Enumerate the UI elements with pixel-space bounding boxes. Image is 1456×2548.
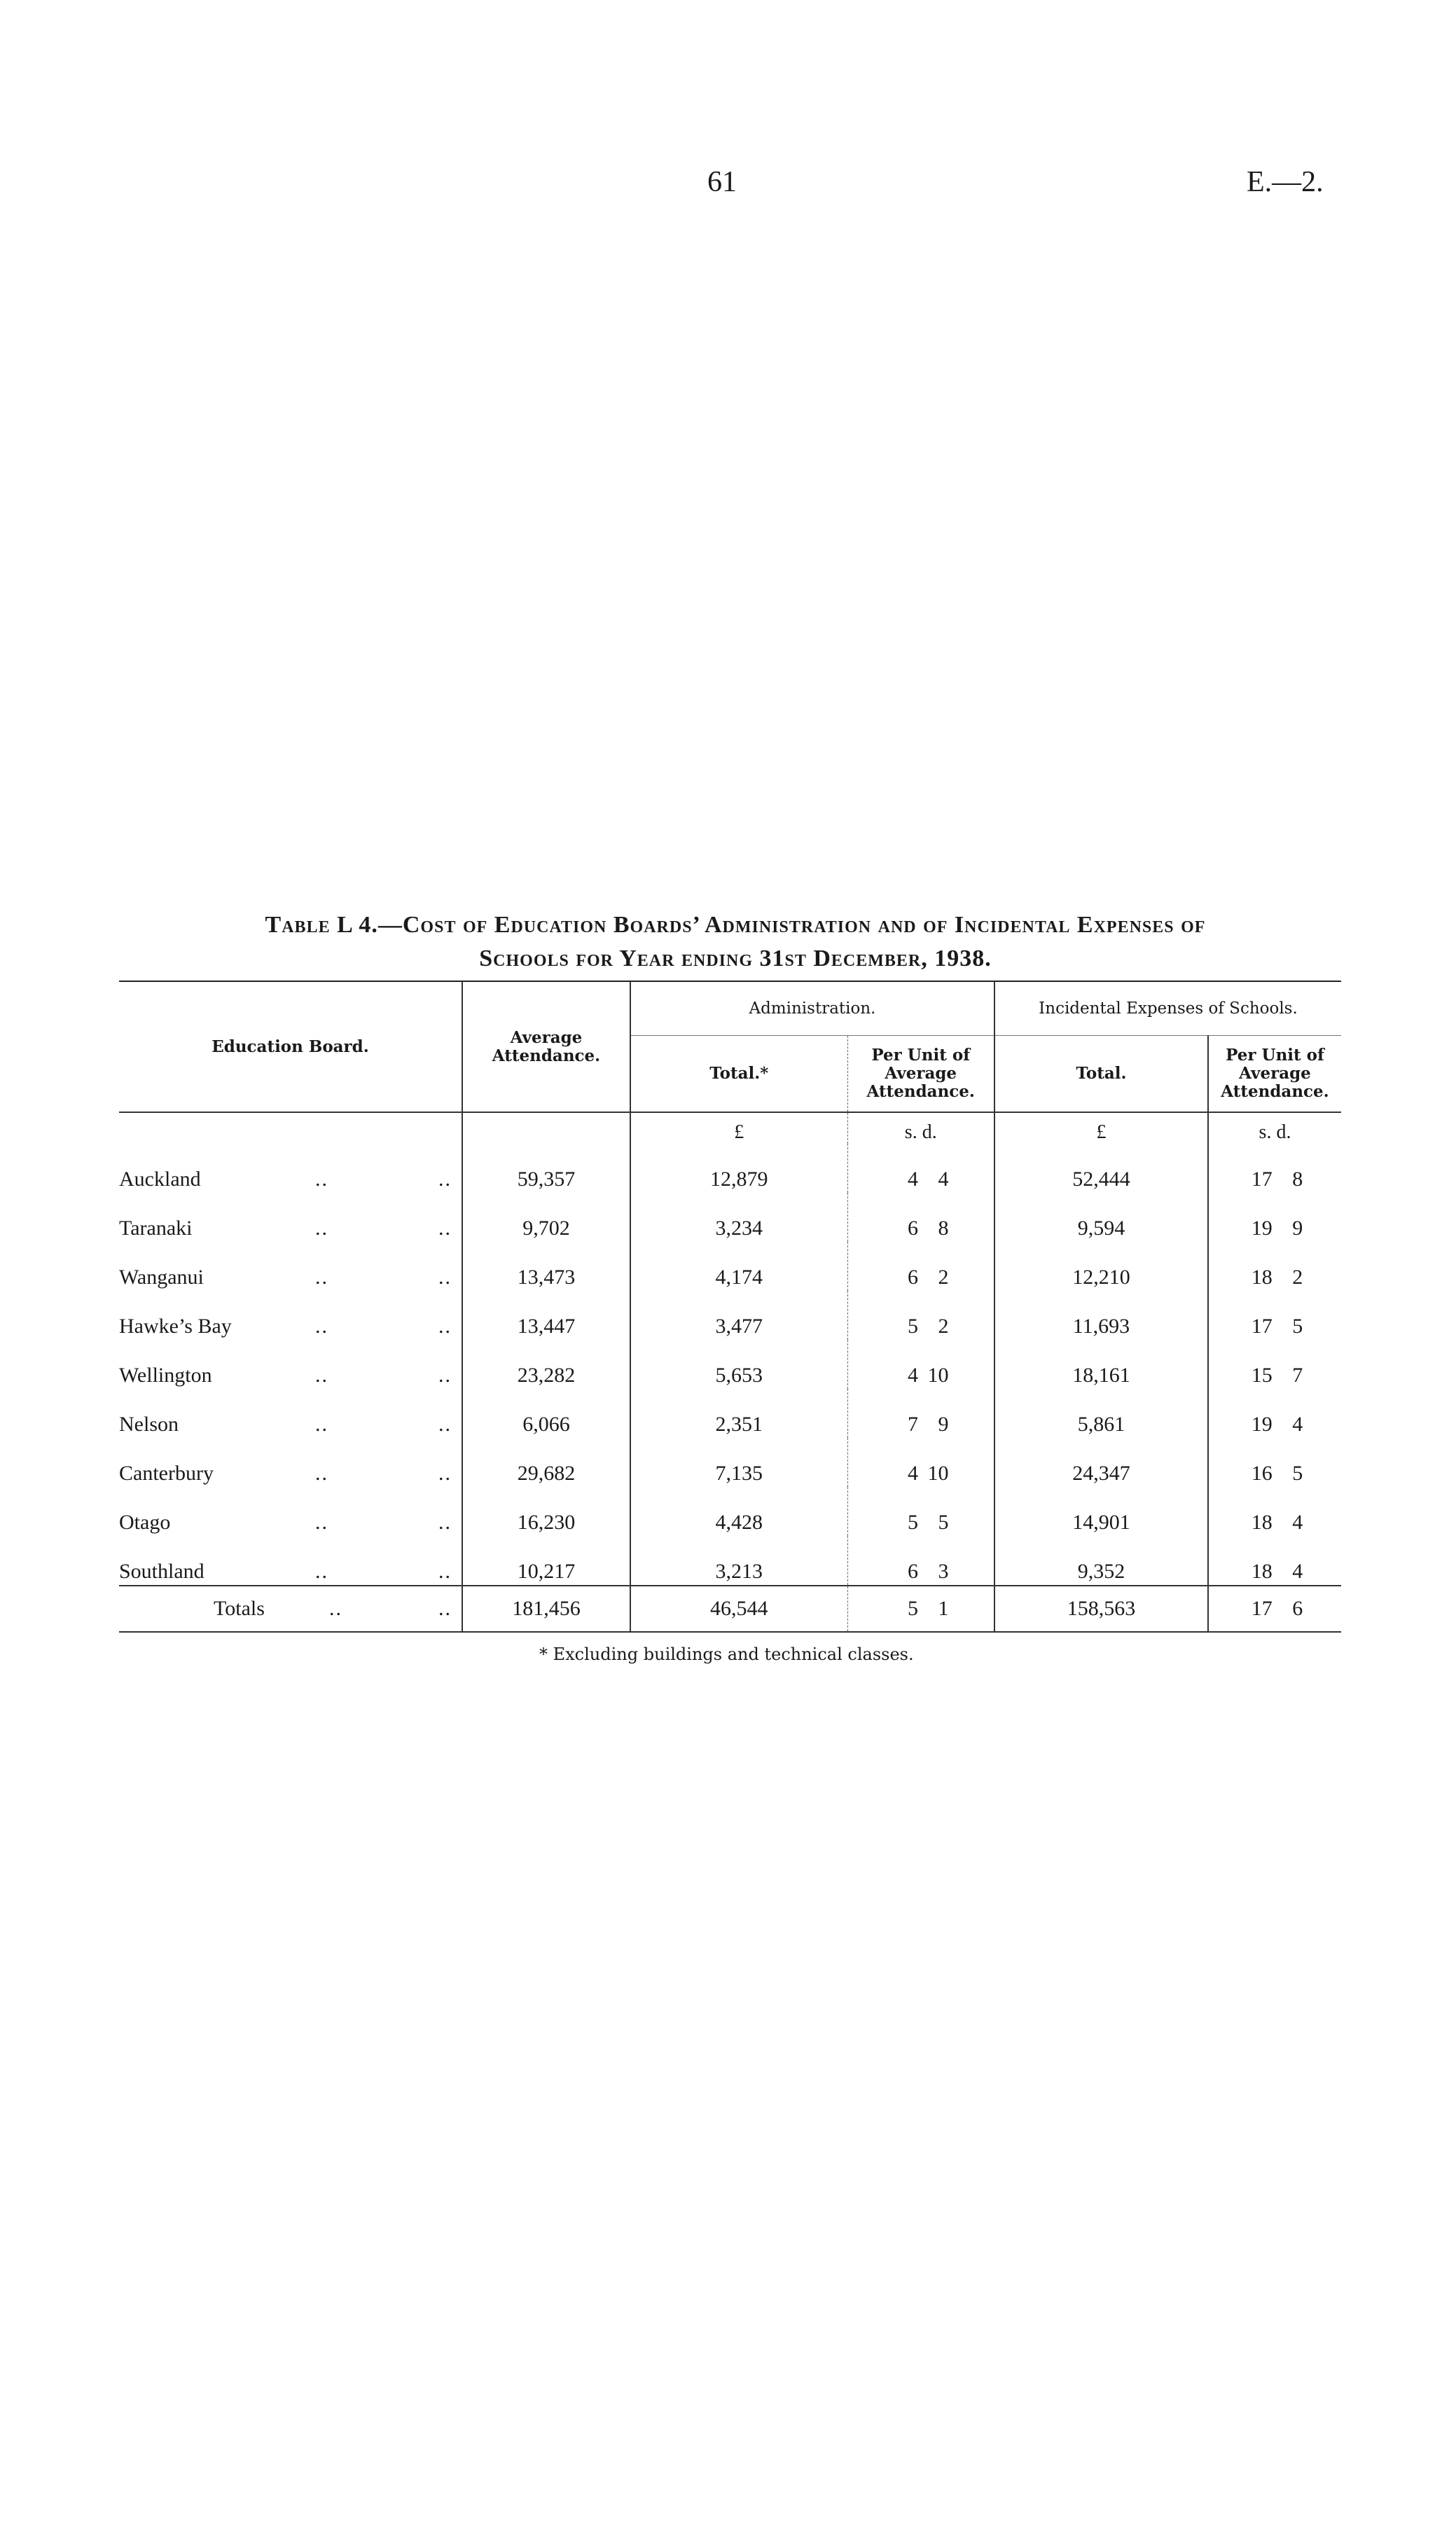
board-name: Taranaki xyxy=(119,1217,193,1240)
admin-per-unit-value xyxy=(847,1144,994,1193)
leader-dots: .. xyxy=(438,1560,452,1583)
leader-dots: .. xyxy=(315,1511,328,1534)
admin-shillings: 7 xyxy=(908,1413,918,1436)
admin-pence: 4 xyxy=(938,1168,949,1191)
totals-admin-shillings: 5 xyxy=(908,1597,918,1620)
incidental-per-unit-value xyxy=(1208,1438,1341,1487)
attendance-value: 16,230 xyxy=(462,1487,630,1536)
leader-dots: .. xyxy=(329,1597,342,1620)
table-row xyxy=(119,1487,1341,1536)
header-average-attendance: Average Attendance. xyxy=(462,981,630,1112)
incidental-shillings: 19 xyxy=(1251,1217,1273,1240)
totals-admin-per-unit xyxy=(847,1586,994,1632)
units-board-empty xyxy=(119,1112,462,1144)
table-row xyxy=(119,1536,1341,1586)
table-title xyxy=(119,908,1352,976)
board-cell xyxy=(119,1487,462,1536)
admin-total-value: 4,174 xyxy=(630,1242,847,1291)
incidental-shillings: 17 xyxy=(1251,1168,1273,1191)
admin-pence: 9 xyxy=(938,1413,949,1436)
attendance-value: 9,702 xyxy=(462,1193,630,1242)
admin-total-value: 4,428 xyxy=(630,1487,847,1536)
incidental-pence: 5 xyxy=(1292,1315,1303,1338)
board-cell xyxy=(119,1291,462,1340)
incidental-shillings: 18 xyxy=(1251,1560,1273,1583)
admin-shillings: 5 xyxy=(908,1315,918,1338)
admin-total-value: 2,351 xyxy=(630,1389,847,1438)
admin-pence: 3 xyxy=(938,1560,949,1583)
table-row xyxy=(119,1291,1341,1340)
units-row xyxy=(119,1112,1341,1144)
board-name: Hawke’s Bay xyxy=(119,1315,232,1338)
incidental-pence: 7 xyxy=(1292,1364,1303,1387)
incidental-pence: 9 xyxy=(1292,1217,1303,1240)
admin-total-value: 3,477 xyxy=(630,1291,847,1340)
attendance-value: 6,066 xyxy=(462,1389,630,1438)
board-name: Canterbury xyxy=(119,1462,214,1485)
admin-pence: 2 xyxy=(938,1266,949,1289)
table-row xyxy=(119,1144,1341,1193)
admin-shillings: 6 xyxy=(908,1560,918,1583)
leader-dots: .. xyxy=(438,1511,452,1534)
admin-pence: 10 xyxy=(927,1462,949,1485)
header-education-board: Education Board. xyxy=(119,981,462,1112)
totals-incidental-total: 158,563 xyxy=(994,1586,1208,1632)
header-admin-per-unit: Per Unit of Average Attendance. xyxy=(847,1036,994,1113)
leader-dots: .. xyxy=(315,1217,328,1240)
admin-total-value: 7,135 xyxy=(630,1438,847,1487)
incidental-shillings: 18 xyxy=(1251,1266,1273,1289)
admin-total-value: 5,653 xyxy=(630,1340,847,1389)
incidental-shillings: 16 xyxy=(1251,1462,1273,1485)
attendance-value: 23,282 xyxy=(462,1340,630,1389)
incidental-shillings: 15 xyxy=(1251,1364,1273,1387)
admin-per-unit-value xyxy=(847,1291,994,1340)
incidental-pence: 2 xyxy=(1292,1266,1303,1289)
board-name: Wanganui xyxy=(119,1266,204,1289)
totals-incidental-pence: 6 xyxy=(1292,1597,1303,1620)
admin-shillings: 6 xyxy=(908,1217,918,1240)
admin-per-unit-value xyxy=(847,1487,994,1536)
attendance-value: 59,357 xyxy=(462,1144,630,1193)
leader-dots: .. xyxy=(438,1597,452,1620)
admin-shillings: 4 xyxy=(908,1168,918,1191)
admin-per-unit-value xyxy=(847,1242,994,1291)
page-number: 61 xyxy=(707,166,737,198)
leader-dots: .. xyxy=(315,1315,328,1338)
admin-shillings: 6 xyxy=(908,1266,918,1289)
attendance-value: 13,447 xyxy=(462,1291,630,1340)
table-row xyxy=(119,1242,1341,1291)
totals-label: Totals xyxy=(214,1597,265,1620)
board-cell xyxy=(119,1536,462,1586)
admin-pence: 5 xyxy=(938,1511,949,1534)
admin-total-value: 12,879 xyxy=(630,1144,847,1193)
leader-dots: .. xyxy=(315,1266,328,1289)
incidental-pence: 5 xyxy=(1292,1462,1303,1485)
incidental-per-unit-value xyxy=(1208,1144,1341,1193)
incidental-shillings: 19 xyxy=(1251,1413,1273,1436)
leader-dots: .. xyxy=(315,1168,328,1191)
board-name: Wellington xyxy=(119,1364,212,1387)
admin-per-unit-value xyxy=(847,1536,994,1586)
table-title-line-2: Schools for Year ending 31st December, 1938. xyxy=(479,946,992,971)
admin-shillings: 5 xyxy=(908,1511,918,1534)
board-cell xyxy=(119,1340,462,1389)
totals-admin-pence: 1 xyxy=(938,1597,949,1620)
header-incidental-total: Total. xyxy=(994,1036,1208,1113)
incidental-per-unit-value xyxy=(1208,1487,1341,1536)
document-reference: E.—2. xyxy=(1247,166,1324,198)
incidental-pence: 4 xyxy=(1292,1511,1303,1534)
board-cell xyxy=(119,1144,462,1193)
header-admin-total: Total.* xyxy=(630,1036,847,1113)
units-attendance-empty xyxy=(462,1112,630,1144)
header-incidental-per-unit: Per Unit of Average Attendance. xyxy=(1208,1036,1341,1113)
leader-dots: .. xyxy=(438,1168,452,1191)
leader-dots: .. xyxy=(438,1217,452,1240)
incidental-total-value: 9,594 xyxy=(994,1193,1208,1242)
leader-dots: .. xyxy=(315,1364,328,1387)
incidental-total-value: 24,347 xyxy=(994,1438,1208,1487)
unit-admin-per-unit: s. d. xyxy=(847,1112,994,1144)
attendance-value: 29,682 xyxy=(462,1438,630,1487)
incidental-total-value: 14,901 xyxy=(994,1487,1208,1536)
incidental-pence: 4 xyxy=(1292,1560,1303,1583)
totals-admin-total: 46,544 xyxy=(630,1586,847,1632)
board-cell xyxy=(119,1389,462,1438)
footnote: * Excluding buildings and technical classes. xyxy=(539,1645,914,1664)
totals-row xyxy=(119,1586,1341,1632)
incidental-total-value: 9,352 xyxy=(994,1536,1208,1586)
incidental-total-value: 18,161 xyxy=(994,1340,1208,1389)
header-incidental-expenses: Incidental Expenses of Schools. xyxy=(994,981,1341,1036)
incidental-per-unit-value xyxy=(1208,1389,1341,1438)
admin-pence: 8 xyxy=(938,1217,949,1240)
board-name: Auckland xyxy=(119,1168,201,1191)
unit-admin-total: £ xyxy=(630,1112,847,1144)
board-cell xyxy=(119,1438,462,1487)
incidental-pence: 4 xyxy=(1292,1413,1303,1436)
incidental-shillings: 17 xyxy=(1251,1315,1273,1338)
table-row xyxy=(119,1340,1341,1389)
attendance-value: 10,217 xyxy=(462,1536,630,1586)
board-name: Nelson xyxy=(119,1413,179,1436)
admin-per-unit-value xyxy=(847,1438,994,1487)
totals-incidental-shillings: 17 xyxy=(1251,1597,1273,1620)
incidental-total-value: 11,693 xyxy=(994,1291,1208,1340)
leader-dots: .. xyxy=(438,1364,452,1387)
board-cell xyxy=(119,1242,462,1291)
board-name: Southland xyxy=(119,1560,204,1583)
totals-label-cell xyxy=(119,1586,462,1632)
unit-incidental-per-unit: s. d. xyxy=(1208,1112,1341,1144)
admin-per-unit-value xyxy=(847,1193,994,1242)
totals-attendance: 181,456 xyxy=(462,1586,630,1632)
admin-pence: 10 xyxy=(927,1364,949,1387)
admin-pence: 2 xyxy=(938,1315,949,1338)
board-name: Otago xyxy=(119,1511,171,1534)
board-cell xyxy=(119,1193,462,1242)
cost-table xyxy=(119,981,1341,1633)
unit-incidental-total: £ xyxy=(994,1112,1208,1144)
incidental-per-unit-value xyxy=(1208,1536,1341,1586)
admin-per-unit-value xyxy=(847,1389,994,1438)
incidental-per-unit-value xyxy=(1208,1193,1341,1242)
incidental-shillings: 18 xyxy=(1251,1511,1273,1534)
incidental-total-value: 12,210 xyxy=(994,1242,1208,1291)
incidental-pence: 8 xyxy=(1292,1168,1303,1191)
leader-dots: .. xyxy=(438,1315,452,1338)
leader-dots: .. xyxy=(438,1266,452,1289)
leader-dots: .. xyxy=(438,1462,452,1485)
attendance-value: 13,473 xyxy=(462,1242,630,1291)
header-administration: Administration. xyxy=(630,981,994,1036)
admin-per-unit-value xyxy=(847,1340,994,1389)
leader-dots: .. xyxy=(315,1560,328,1583)
incidental-per-unit-value xyxy=(1208,1340,1341,1389)
leader-dots: .. xyxy=(315,1413,328,1436)
incidental-total-value: 5,861 xyxy=(994,1389,1208,1438)
totals-incidental-per-unit xyxy=(1208,1586,1341,1632)
leader-dots: .. xyxy=(315,1462,328,1485)
table-row xyxy=(119,1389,1341,1438)
table-row xyxy=(119,1438,1341,1487)
incidental-per-unit-value xyxy=(1208,1242,1341,1291)
incidental-total-value: 52,444 xyxy=(994,1144,1208,1193)
admin-shillings: 4 xyxy=(908,1462,918,1485)
leader-dots: .. xyxy=(438,1413,452,1436)
incidental-per-unit-value xyxy=(1208,1291,1341,1340)
table-title-line-1: Table L 4.—Cost of Education Boards’ Administration and of Incidental Expenses of xyxy=(265,912,1206,938)
admin-shillings: 4 xyxy=(908,1364,918,1387)
table-row xyxy=(119,1193,1341,1242)
admin-total-value: 3,234 xyxy=(630,1193,847,1242)
admin-total-value: 3,213 xyxy=(630,1536,847,1586)
